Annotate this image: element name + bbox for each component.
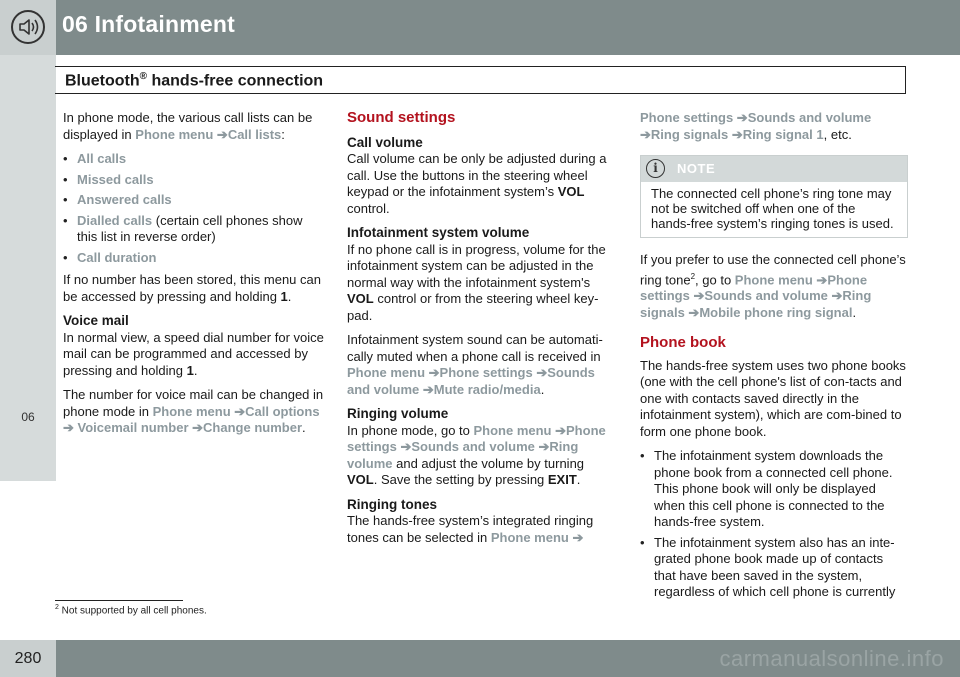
paragraph: Phone settings ➔Sounds and volume ➔Ring signals ➔Ring signal 1, etc.	[640, 110, 872, 142]
list-item: • The infotainment system downloads the phone book from a connected cell phone. This phone book will only be displayed when this cell phone is connected to the hands-free system.	[640, 448, 908, 531]
info-icon: i	[646, 159, 665, 178]
chapter-icon-box	[0, 0, 56, 55]
list-item: • Answered calls	[63, 192, 325, 209]
call-lists-intro: In phone mode, the various call lists can be displayed in Phone menu ➔Call lists:	[63, 110, 313, 142]
paragraph: The hands-free system uses two phone books (one with the cell phone's list of con-tacts and one with contacts saved directly in the infotainment system), which are com-bined to form one phone book.	[640, 357, 906, 439]
footnote-divider	[55, 600, 183, 601]
page-number: 280	[14, 650, 42, 667]
arrow-right-icon: ➔	[63, 420, 78, 435]
paragraph: If no number has been stored, this menu can be accessed by pressing and holding 1.	[63, 272, 321, 304]
section-title-box	[55, 66, 906, 94]
arrow-right-icon: ➔	[733, 110, 748, 125]
list-item: • The infotainment system also has an inte-grated phone book made up of contacts that have been saved in the system, regardless of which cell phone is currently	[640, 535, 908, 601]
arrow-right-icon: ➔	[728, 126, 743, 142]
speaker-icon	[10, 9, 46, 45]
infotainment-volume-heading: Infotainment system volume	[347, 225, 530, 240]
list-item: • Call duration	[63, 250, 325, 267]
paragraph: The number for voice mail can be changed in phone mode in Phone menu ➔Call options ➔ Voicemail number ➔Change number.	[63, 387, 324, 435]
arrow-right-icon: ➔	[568, 529, 584, 545]
note-header	[641, 156, 907, 182]
sidebar-chapter-number: 06	[21, 410, 35, 424]
chapter-title: 06 Infotainment	[62, 11, 235, 37]
column-2	[347, 110, 610, 554]
note-body: The connected cell phone’s ring tone may not be switched off when one of the hands-free system’s ringing tones is used.	[651, 186, 894, 231]
paragraph: If no phone call is in progress, volume for the infotainment system can be adjusted in the normal way with the infotainment system's VOL control or from the steering wheel key-pad.	[347, 241, 606, 323]
paragraph: In normal view, a speed dial number for voice mail can be programmed and accessed by pressing and holding 1.	[63, 329, 324, 378]
list-item: • Missed calls	[63, 172, 325, 189]
paragraph: In phone mode, go to Phone menu ➔Phone settings ➔Sounds and volume ➔Ring volume and adjust the volume by turning VOL. Save the setting by pressing EXIT.	[347, 422, 606, 487]
arrow-right-icon: ➔	[812, 271, 828, 287]
section-title: Bluetooth® hands-free connection	[65, 71, 324, 90]
paragraph: The hands-free system’s integrated ringing tones can be selected in Phone menu ➔	[347, 513, 594, 545]
arrow-right-icon: ➔	[213, 126, 228, 142]
phone-book-heading: Phone book	[640, 334, 726, 352]
call-volume-heading: Call volume	[347, 134, 423, 150]
paragraph: If you prefer to use the connected cell phone’s ring tone$^2$, go to Phone menu ➔Phone settings ➔Sounds and volume ➔Ring signals ➔Mobile phone ring signal.	[640, 252, 906, 320]
column-1	[63, 110, 325, 445]
arrow-right-icon: ➔	[188, 420, 204, 435]
ringing-volume-heading: Ringing volume	[347, 406, 449, 421]
arrow-right-icon: ➔	[532, 365, 548, 380]
arrow-right-icon: ➔	[684, 304, 700, 320]
phone-book-list	[640, 448, 908, 601]
arrow-right-icon: ➔	[551, 422, 567, 438]
footnote: $^2$ Not supported by all cell phones.	[55, 604, 207, 617]
paragraph: Call volume can be only be adjusted during a call. Use the buttons in the steering wheel keypad or the infotainment system’s VOL control.	[347, 151, 607, 216]
arrow-right-icon: ➔	[396, 439, 412, 454]
arrow-right-icon: ➔	[230, 403, 246, 419]
paragraph: Infotainment system sound can be automati-cally muted when a phone call is received in Phone menu ➔Phone settings ➔Sounds and volume ➔Mute radio/media.	[347, 332, 603, 397]
list-item: • Dialled calls (certain cell phones show this list in reverse order)	[63, 213, 325, 246]
note-box	[640, 155, 908, 238]
arrow-right-icon: ➔	[534, 439, 550, 454]
arrow-right-icon: ➔	[425, 365, 440, 380]
watermark: carmanualsonline.info	[719, 646, 944, 671]
sound-settings-heading: Sound settings	[347, 109, 456, 126]
arrow-right-icon: ➔	[689, 288, 705, 304]
voice-mail-heading: Voice mail	[63, 313, 129, 328]
column-3	[640, 110, 908, 607]
arrow-right-icon: ➔	[827, 288, 843, 304]
note-title: NOTE	[677, 161, 716, 176]
arrow-right-icon: ➔	[640, 126, 651, 142]
call-lists	[63, 151, 325, 266]
list-item: • All calls	[63, 151, 325, 168]
arrow-right-icon: ➔	[419, 381, 434, 397]
ringing-tones-heading: Ringing tones	[347, 496, 437, 512]
